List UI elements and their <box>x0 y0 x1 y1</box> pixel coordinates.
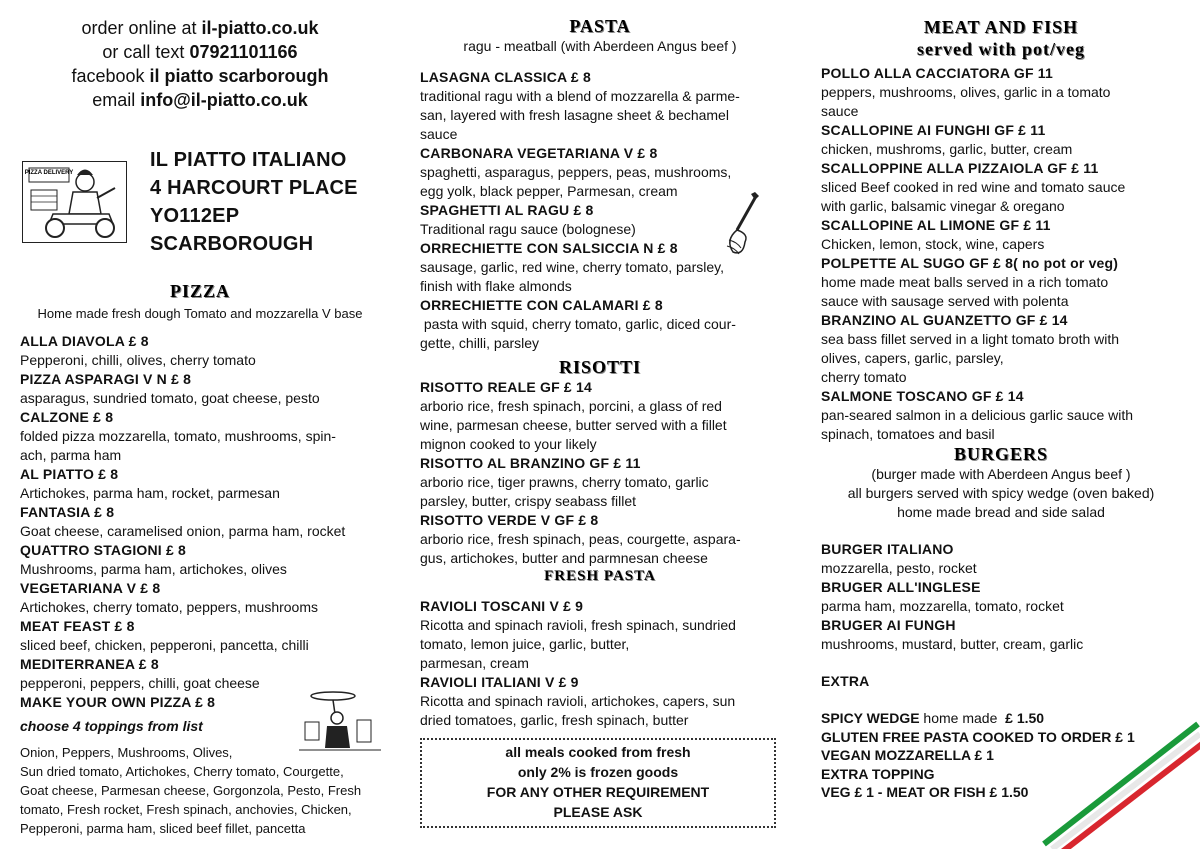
menu-item <box>20 579 400 617</box>
menu-item-description: spinach, tomatoes and basil <box>821 426 995 442</box>
menu-item <box>20 617 400 655</box>
menu-item-description: peppers, mushrooms, olives, garlic in a tomato <box>821 84 1111 100</box>
menu-item-name: ALLA DIAVOLA £ 8 <box>20 333 149 349</box>
meat-fish-list <box>821 64 1181 444</box>
menu-item-name: RISOTTO VERDE V GF £ 8 <box>420 512 599 528</box>
menu-item-name: RAVIOLI ITALIANI V £ 9 <box>420 674 579 690</box>
menu-item-description: parsley, butter, crispy seabass fillet <box>420 493 637 509</box>
menu-item-description: Mushrooms, parma ham, artichokes, olives <box>20 561 287 577</box>
topping-line: Onion, Peppers, Mushrooms, Olives, <box>20 745 233 760</box>
pasta-section <box>420 16 780 730</box>
burgers-note-line: home made bread and side salad <box>897 504 1105 520</box>
menu-item-description: gette, chilli, parsley <box>420 335 540 351</box>
menu-item <box>420 454 780 511</box>
menu-item-name: RISOTTO AL BRANZINO GF £ 11 <box>420 455 641 471</box>
menu-item-description: sea bass fillet served in a light tomato broth with <box>821 331 1120 347</box>
menu-item-name: POLPETTE AL SUGO GF £ 8( no pot or veg) <box>821 255 1119 271</box>
menu-item-description: Ricotta and spinach ravioli, fresh spinach, sundried <box>420 617 736 633</box>
waiter-illustration <box>295 686 385 756</box>
section-title: MEAT AND FISH <box>923 17 1079 37</box>
website-link[interactable]: il-piatto.co.uk <box>201 18 319 38</box>
menu-item-description: sliced beef, chicken, pepperoni, pancetta, chilli <box>20 637 309 653</box>
menu-item-name: SCALLOPINE AI FUNGHI GF £ 11 <box>821 122 1046 138</box>
menu-item-name: CALZONE £ 8 <box>20 409 114 425</box>
menu-item-description: parma ham, mozzarella, tomato, rocket <box>821 598 1064 614</box>
pizza-delivery-logo <box>22 161 127 243</box>
pizza-list <box>20 332 400 712</box>
menu-item-description: mozzarella, pesto, rocket <box>821 560 977 576</box>
menu-item <box>420 68 780 144</box>
menu-item-name: BRANZINO AL GUANZETTO GF £ 14 <box>821 312 1068 328</box>
topping-line: tomato, Fresh rocket, Fresh spinach, anchovies, Chicken, <box>20 802 352 817</box>
menu-item-description: with garlic, balsamic vinegar & oregano <box>821 198 1065 214</box>
menu-item-description: mushrooms, mustard, butter, cream, garlic <box>821 636 1084 652</box>
facebook-link[interactable]: il piatto scarborough <box>149 66 329 86</box>
menu-item-description: Artichokes, cherry tomato, peppers, mushrooms <box>20 599 319 615</box>
menu-item-name: SALMONE TOSCANO GF £ 14 <box>821 388 1024 404</box>
menu-item-name: LASAGNA CLASSICA £ 8 <box>420 69 591 85</box>
menu-item-name: MAKE YOUR OWN PIZZA £ 8 <box>20 694 216 710</box>
extra-item: SPICY WEDGE home made £ 1.50 <box>821 710 1045 726</box>
toppings-list <box>20 743 400 838</box>
burgers-list <box>821 540 1181 654</box>
menu-item-description: folded pizza mozzarella, tomato, mushrooms, spin- <box>20 428 336 444</box>
menu-item-name: BURGER ITALIANO <box>821 541 954 557</box>
menu-item-description: ach, parma ham <box>20 447 122 463</box>
menu-item-name: ORRECHIETTE CON CALAMARI £ 8 <box>420 297 663 313</box>
email-link[interactable]: info@il-piatto.co.uk <box>140 90 308 110</box>
menu-item-description: arborio rice, fresh spinach, peas, courgette, aspara- <box>420 531 741 547</box>
menu-item <box>20 332 400 370</box>
menu-item-name: SCALLOPPINE ALLA PIZZAIOLA GF £ 11 <box>821 160 1099 176</box>
menu-item-description: arborio rice, tiger prawns, cherry tomato, garlic <box>420 474 709 490</box>
menu-item-description: olives, capers, garlic, parsley, <box>821 350 1004 366</box>
menu-item-description: dried tomatoes, garlic, fresh spinach, butter <box>420 712 689 728</box>
restaurant-address: IL PIATTO ITALIANO 4 HARCOURT PLACE YO112EP SCARBOROUGH <box>150 149 358 255</box>
menu-item-name: SCALLOPINE AL LIMONE GF £ 11 <box>821 217 1051 233</box>
menu-item-description: Traditional ragu sauce (bolognese) <box>420 221 636 237</box>
menu-item <box>420 673 780 730</box>
menu-item <box>420 511 780 568</box>
menu-item-description: Artichokes, parma ham, rocket, parmesan <box>20 485 280 501</box>
menu-item-name: RISOTTO REALE GF £ 14 <box>420 379 592 395</box>
menu-item-description: chicken, mushroms, garlic, butter, cream <box>821 141 1073 157</box>
menu-item <box>420 597 780 673</box>
menu-item-description: finish with flake almonds <box>420 278 572 294</box>
section-subtitle: Home made fresh dough Tomato and mozzarella V base <box>37 306 363 321</box>
burgers-note-line: all burgers served with spicy wedge (oven baked) <box>847 485 1155 501</box>
menu-item-description: san, layered with fresh lasagne sheet & bechamel <box>420 107 729 123</box>
fork-icon <box>715 190 765 260</box>
section-title: BURGERS <box>953 444 1049 464</box>
menu-item-description: cherry tomato <box>821 369 907 385</box>
menu-item <box>821 578 1181 616</box>
meat-fish-section <box>821 16 1181 802</box>
menu-item <box>20 370 400 408</box>
menu-item <box>821 540 1181 578</box>
menu-item-description: Pepperoni, chilli, olives, cherry tomato <box>20 352 256 368</box>
menu-item-description: sauce <box>420 126 458 142</box>
fresh-pasta-list <box>420 597 780 730</box>
menu-item-name: BRUGER AI FUNGH <box>821 617 956 633</box>
menu-item-name: CARBONARA VEGETARIANA V £ 8 <box>420 145 658 161</box>
menu-item-description: tomato, lemon juice, garlic, butter, <box>420 636 630 652</box>
section-subtitle: ragu - meatball (with Aberdeen Angus beef ) <box>463 38 737 54</box>
extra-title: EXTRA <box>821 673 870 689</box>
menu-item-description: sliced Beef cooked in red wine and tomato sauce <box>821 179 1126 195</box>
menu-item <box>20 541 400 579</box>
toppings-title: choose 4 toppings from list <box>20 718 203 734</box>
menu-item <box>821 254 1181 311</box>
menu-item <box>20 503 400 541</box>
topping-line: Goat cheese, Parmesan cheese, Gorgonzola, Pesto, Fresh <box>20 783 362 798</box>
italian-flag-stripes <box>1030 712 1200 849</box>
menu-item-description: mignon cooked to your likely <box>420 436 597 452</box>
menu-item-description: arborio rice, fresh spinach, porcini, a glass of red <box>420 398 722 414</box>
menu-item-description: Chicken, lemon, stock, wine, capers <box>821 236 1045 252</box>
menu-item-description: wine, parmesan cheese, butter served with a fillet <box>420 417 727 433</box>
menu-item-description: traditional ragu with a blend of mozzarella & parme- <box>420 88 740 104</box>
menu-item <box>821 311 1181 387</box>
burgers-subtitle <box>821 465 1181 522</box>
menu-item-description: asparagus, sundried tomato, goat cheese, pesto <box>20 390 320 406</box>
topping-line: Pepperoni, parma ham, sliced beef fillet, pancetta <box>20 821 306 836</box>
menu-item <box>420 296 780 353</box>
extra-item: GLUTEN FREE PASTA COOKED TO ORDER £ 1 <box>821 728 1135 745</box>
contact-info: order online at il-piatto.co.uk or call text 07921101166 facebook il piatto scarborough email info@il-piatto.co.uk <box>71 18 329 110</box>
extra-item: VEGAN MOZZARELLA £ 1 <box>821 747 994 763</box>
menu-item-name: RAVIOLI TOSCANI V £ 9 <box>420 598 584 614</box>
extra-item: VEG £ 1 - MEAT OR FISH £ 1.50 <box>821 784 1029 800</box>
menu-item-name: VEGETARIANA V £ 8 <box>20 580 161 596</box>
menu-item-description: sauce <box>821 103 859 119</box>
menu-item <box>420 378 780 454</box>
menu-item-name: QUATTRO STAGIONI £ 8 <box>20 542 187 558</box>
menu-item-description: Ricotta and spinach ravioli, artichokes, capers, sun <box>420 693 736 709</box>
section-title: PASTA <box>569 16 631 36</box>
menu-item-name: ORRECHIETTE CON SALSICCIA N £ 8 <box>420 240 678 256</box>
menu-item-description: spaghetti, asparagus, peppers, peas, mushrooms, <box>420 164 732 180</box>
topping-line: Sun dried tomato, Artichokes, Cherry tomato, Courgette, <box>20 764 344 779</box>
menu-item-description: egg yolk, black pepper, Parmesan, cream <box>420 183 678 199</box>
svg-text:PIZZA DELIVERY: PIZZA DELIVERY <box>24 170 74 176</box>
menu-item <box>20 408 400 465</box>
menu-item-description: pepperoni, peppers, chilli, goat cheese <box>20 675 260 691</box>
menu-item <box>821 387 1181 444</box>
menu-item <box>821 64 1181 121</box>
menu-item <box>821 121 1181 159</box>
menu-item-name: FANTASIA £ 8 <box>20 504 115 520</box>
menu-item <box>821 216 1181 254</box>
menu-item-name: AL PIATTO £ 8 <box>20 466 119 482</box>
menu-item-description: pan-seared salmon in a delicious garlic sauce with <box>821 407 1134 423</box>
menu-item-description: sausage, garlic, red wine, cherry tomato, parsley, <box>420 259 724 275</box>
risotti-list <box>420 378 780 568</box>
menu-item <box>821 616 1181 654</box>
menu-item-name: BRUGER ALL'INGLESE <box>821 579 981 595</box>
menu-item <box>821 159 1181 216</box>
menu-item-name: PIZZA ASPARAGI V N £ 8 <box>20 371 192 387</box>
extra-item: EXTRA TOPPING <box>821 765 935 782</box>
menu-item-name: MEAT FEAST £ 8 <box>20 618 135 634</box>
menu-item-description: Goat cheese, caramelised onion, parma ham, rocket <box>20 523 346 539</box>
section-title: FRESH PASTA <box>544 568 656 584</box>
menu-item-description: parmesan, cream <box>420 655 529 671</box>
phone-number[interactable]: 07921101166 <box>189 42 298 62</box>
burgers-note-line: (burger made with Aberdeen Angus beef ) <box>871 466 1131 482</box>
left-column <box>0 0 400 836</box>
menu-item <box>20 465 400 503</box>
menu-item-description: gus, artichokes, butter and parmnesan cheese <box>420 550 708 566</box>
menu-item-description: home made meat balls served in a rich tomato <box>821 274 1109 290</box>
menu-item-description: pasta with squid, cherry tomato, garlic, diced cour- <box>420 316 736 332</box>
section-subtitle: served with pot/veg <box>917 39 1085 59</box>
section-title: RISOTTI <box>558 357 642 377</box>
menu-item-name: POLLO ALLA CACCIATORA GF 11 <box>821 65 1053 81</box>
restaurant-header <box>22 146 392 256</box>
menu-item-name: MEDITERRANEA £ 8 <box>20 656 159 672</box>
menu-item-description: sauce with sausage served with polenta <box>821 293 1069 309</box>
section-title: PIZZA <box>169 281 230 301</box>
fresh-cooking-notice: all meals cooked from fresh only 2% is frozen goods FOR ANY OTHER REQUIREMENT PLEASE ASK <box>420 738 776 828</box>
menu-item-name: SPAGHETTI AL RAGU £ 8 <box>420 202 594 218</box>
